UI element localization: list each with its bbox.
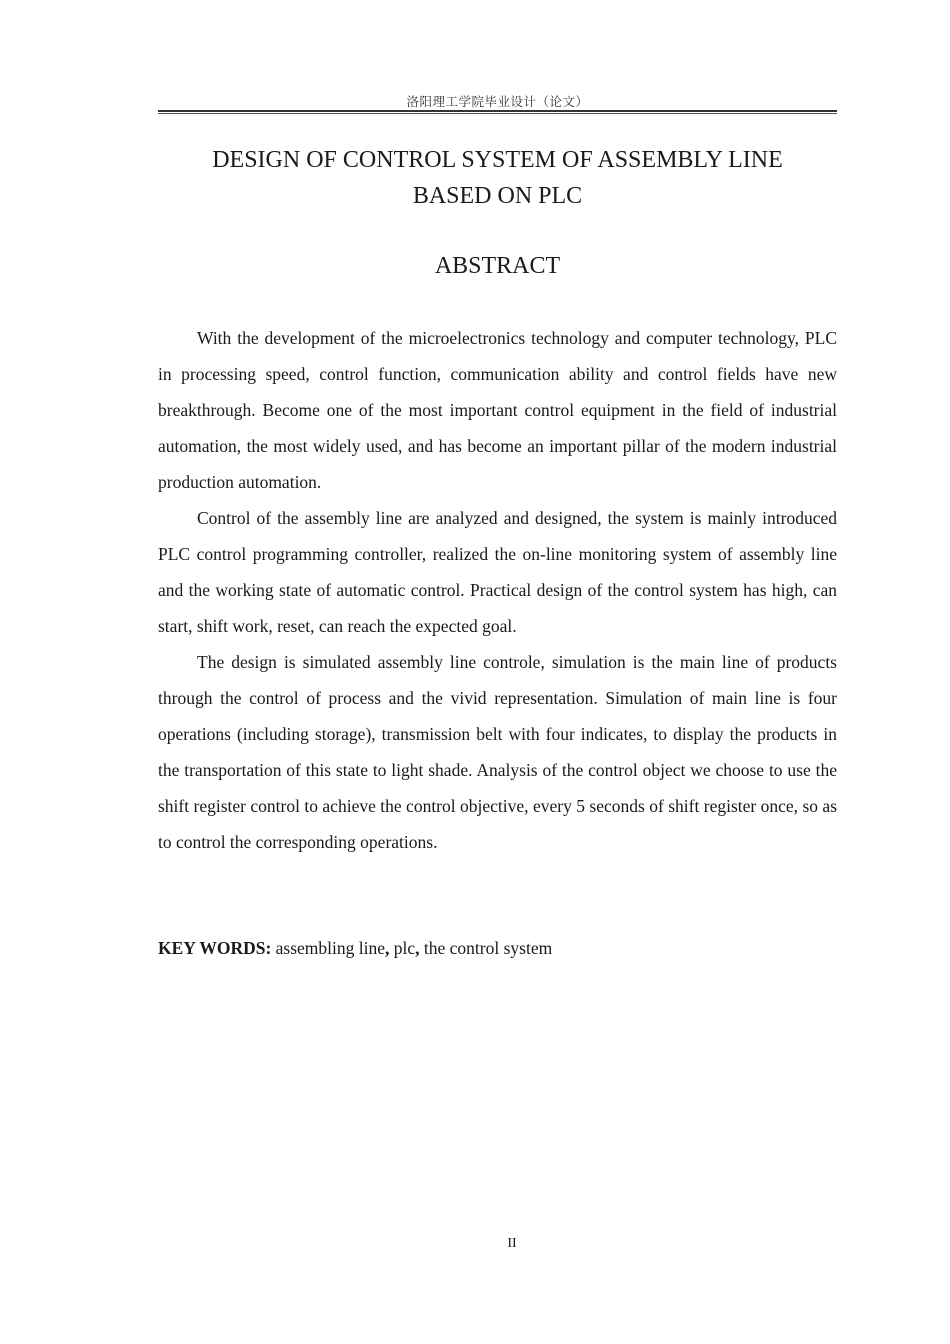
keyword-item: plc [393,938,416,958]
keyword-separator: , [385,938,390,958]
abstract-heading: ABSTRACT [434,253,561,279]
abstract-body [158,320,837,860]
page-number: II [507,1236,517,1251]
page-header: 洛阳理工学院毕业设计（论文） [406,95,589,109]
abstract-paragraph-1: With the development of the microelectronics technology and computer technology, PLC in processing speed, control function, communication ability and control fields have new breakthrough. Become one of the most important control equipment in the field of industrial automation, the most widely used, and has become an important pillar of the modern industrial production automation. [158,328,837,492]
abstract-paragraph-3: The design is simulated assembly line controle, simulation is the main line of products through the control of process and the vivid representation. Simulation of main line is four operations (including storage), transmission belt with four indicates, to display the products in the transportation of this state to light shade. Analysis of the control object we choose to use the shift register control to achieve the control objective, every 5 seconds of shift register once, so as to control the corresponding operations. [158,652,837,852]
keywords-label: KEY WORDS: [158,938,272,958]
keyword-item: assembling line [275,938,386,958]
thesis-title-line-2: BASED ON PLC [412,183,583,209]
abstract-paragraph-2: Control of the assembly line are analyzed and designed, the system is mainly introduced PLC control programming controller, realized the on-line monitoring system of assembly line and the working state of automatic control. Practical design of the control system has high, can start, shift work, reset, can reach the expected goal. [158,508,837,636]
thesis-title-line-1: DESIGN OF CONTROL SYSTEM OF ASSEMBLY LINE [212,147,783,173]
keyword-item: the control system [423,938,553,958]
header-rule-thin [158,113,837,114]
thesis-title [158,142,837,214]
keyword-separator: , [415,938,420,958]
header-rule [158,110,837,112]
keywords-line [158,930,837,966]
